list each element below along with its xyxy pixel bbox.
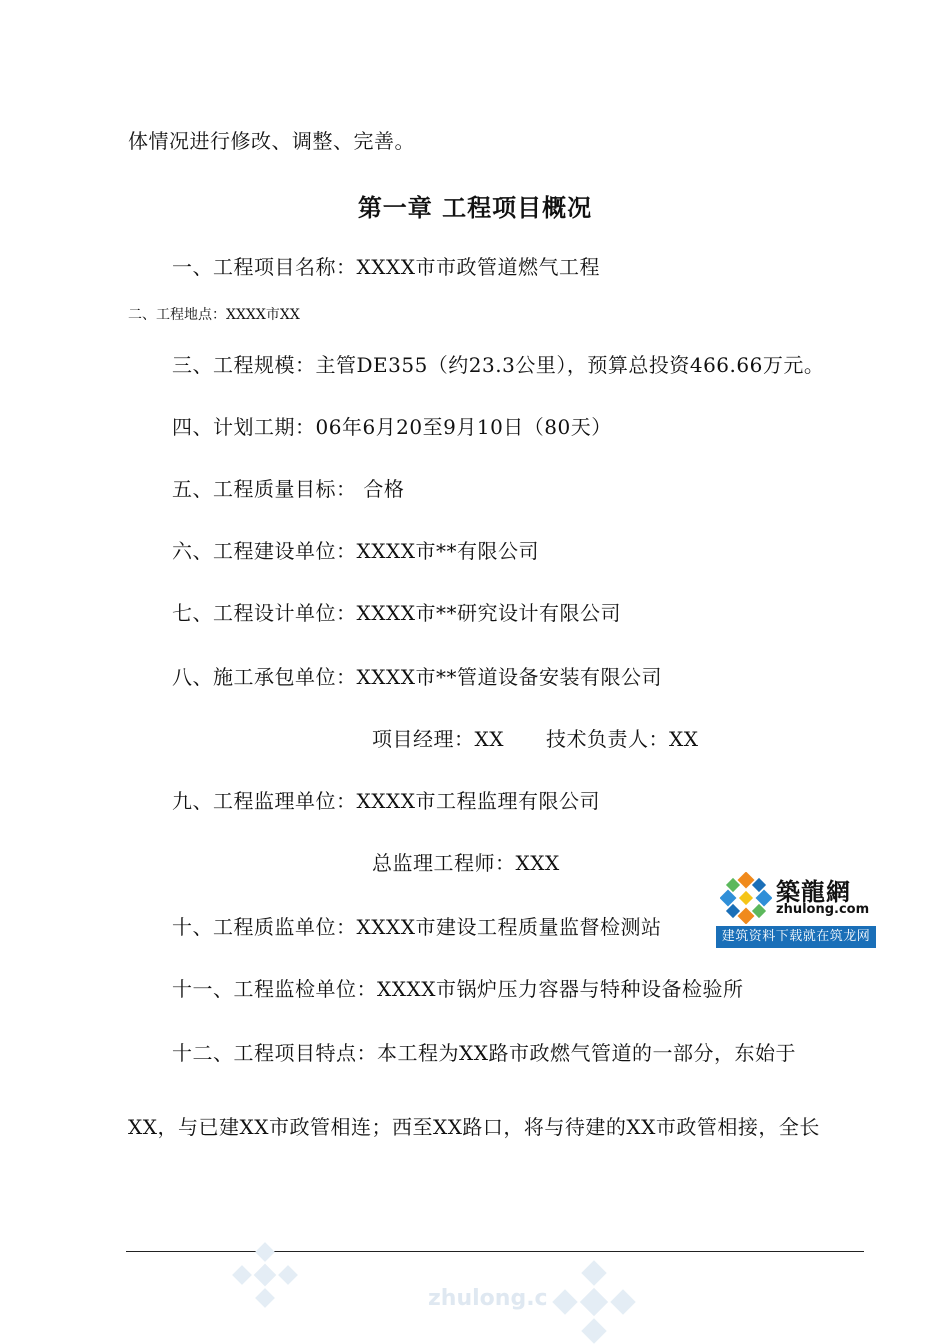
item-contractor: 八、施工承包单位：XXXX市**管道设备安装有限公司 [172,665,662,689]
technical-lead: 技术负责人：XX [545,727,699,751]
chief-supervisor: 总监理工程师：XXX [372,851,560,875]
item-designer: 七、工程设计单位：XXXX市**研究设计有限公司 [172,601,621,625]
watermark-text: zhulong.c [428,1286,548,1311]
project-manager: 项目经理：XX [372,727,504,751]
zhulong-logo [716,868,876,948]
item-equipment-inspection: 十一、工程监检单位：XXXX市锅炉压力容器与特种设备检验所 [172,977,744,1001]
continued-paragraph: 体情况进行修改、调整、完善。 [128,129,415,153]
project-features-continued: XX，与已建XX市政管相连；西至XX路口，将与待建的XX市政管相接，全长 [128,1115,820,1139]
item-project-features: 十二、工程项目特点：本工程为XX路市政燃气管道的一部分，东始于 [172,1041,796,1065]
logo-name-en: zhulong.com [776,902,870,917]
snowflake-logo-icon [720,872,772,924]
item-supervisor: 九、工程监理单位：XXXX市工程监理有限公司 [172,789,600,813]
item-quality-inspection: 十、工程质监单位：XXXX市建设工程质量监督检测站 [172,915,662,939]
item-project-name: 一、工程项目名称：XXXX市市政管道燃气工程 [172,255,600,279]
chapter-title: 第一章 工程项目概况 [357,194,593,222]
contractor-staff [372,726,698,752]
item-owner: 六、工程建设单位：XXXX市**有限公司 [172,539,539,563]
item-project-scale: 三、工程规模：主管DE355（约23.3公里），预算总投资466.66万元。 [172,353,825,377]
item-project-location: 二、工程地点：XXXX市XX [128,307,300,323]
item-schedule: 四、计划工期：06年6月20至9月10日（80天） [172,415,612,439]
logo-slogan: 建筑资料下载就在筑龙网 [716,926,876,948]
watermark-snowflake-large-icon [552,1260,636,1344]
logo-name-cn: 築龍網 [776,877,851,906]
logo-header [716,868,876,924]
item-quality-goal: 五、工程质量目标： 合格 [172,477,405,501]
watermark-snowflake-icon [232,1242,298,1308]
